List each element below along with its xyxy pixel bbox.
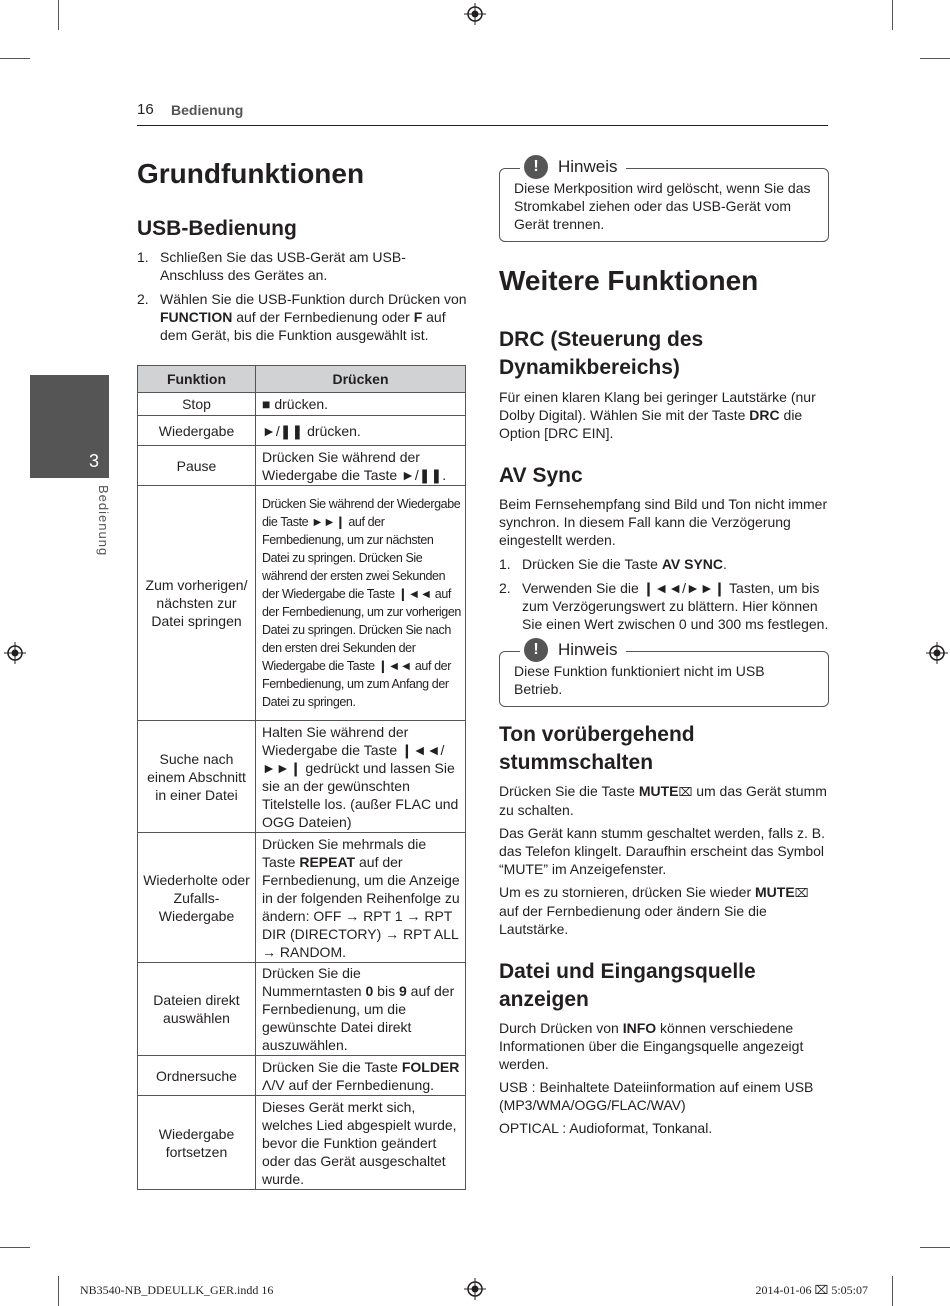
list-item: 1. Schließen Sie das USB-Gerät am USB-Anschluss des Gerätes an.: [137, 249, 406, 283]
crop-mark: [920, 1247, 950, 1248]
table-row: Zum vorherigen/ nächsten zur Datei springen Drücken Sie während der Wiedergabe die Taste ►►❙ auf der Fernbedienung, um zur nächsten Datei zu springen. Drücken Sie während der ersten zwei Sekunden der Wiedergabe die Taste ❙◄◄ auf der Fernbedienung, um zur vorherigen Datei zu springen. Drücken Sie nach den ersten drei Sekunden der Wiedergabe die Taste ❙◄◄ auf der Fernbedienung, um zum Anfang der Datei zu springen.: [138, 486, 466, 721]
usb-heading: USB-Bedienung: [137, 217, 297, 240]
info-heading: Datei und Eingangsquelle anzeigen: [499, 960, 756, 1011]
crop-mark: [0, 58, 30, 59]
table-row: Pause Drücken Sie während der Wiedergabe die Taste ►/❚❚.: [138, 446, 466, 486]
note-header: ! Hinweis: [520, 155, 626, 179]
list-item: 2. Wählen Sie die USB-Funktion durch Drücken von FUNCTION auf der Fernbedienung oder F auf dem Gerät, bis die Funktion ausgewählt ist.: [137, 291, 467, 343]
mute-text: Drücken Sie die Taste MUTE⌧ um das Gerät stumm zu schalten.: [499, 783, 827, 818]
exclamation-icon: !: [524, 155, 548, 179]
info-text: OPTICAL : Audioformat, Tonkanal.: [499, 1120, 713, 1136]
section-title: Bedienung: [171, 102, 244, 118]
mute-heading: Ton vorübergehend stummschalten: [499, 723, 695, 774]
list-item: 2. Verwenden Sie die ❙◄◄/►►❙ Tasten, um bis zum Verzögerungswert zu blättern. Hier können Sie einen Wert zwischen 0 und 300 ms festlegen.: [499, 580, 829, 632]
registration-mark-icon: [926, 642, 948, 664]
table-row: Wiederholte oder Zufalls-Wiedergabe Drücken Sie mehrmals die Taste REPEAT auf der Fernbedienung, um die Anzeige in der folgenden Reihenfolge zu ändern: OFF → RPT 1 → RPT DIR (DIRECTORY) → RPT ALL → RANDOM.: [138, 833, 466, 963]
table-header-row: [138, 366, 466, 393]
table-header: Drücken: [256, 366, 466, 393]
mute-icon: ⌧: [678, 785, 693, 799]
note-text: Diese Merkposition wird gelöscht, wenn Sie das Stromkabel ziehen oder das USB-Gerät vom Gerät trennen.: [514, 180, 811, 232]
chapter-number: 3: [88, 451, 99, 471]
exclamation-icon: !: [524, 638, 548, 662]
avsync-steps: [499, 555, 829, 633]
list-item: 1. Drücken Sie die Taste AV SYNC.: [499, 556, 727, 572]
info-text: USB : Beinhaltete Dateiinformation auf einem USB (MP3/WMA/OGG/FLAC/WAV): [499, 1079, 814, 1113]
chapter-tab: [30, 375, 109, 478]
table-row: Ordnersuche Drücken Sie die Taste FOLDER Λ/V auf der Fernbedienung.: [138, 1056, 466, 1096]
note-text: Diese Funktion funktioniert nicht im USB Betrieb.: [514, 663, 765, 697]
table-row: Wiedergabe ►/❚❚ drücken.: [138, 416, 466, 446]
table-row: Dateien direkt auswählen Drücken Sie die Nummerntasten 0 bis 9 auf der Fernbedienung, um die gewünschte Datei direkt auszuwählen.: [138, 963, 466, 1056]
page-title: Grundfunktionen: [137, 158, 365, 189]
table-row: Suche nach einem Abschnitt in einer Datei Halten Sie während der Wiedergabe die Taste ❙◄◄/ ►►❙ gedrückt und lassen Sie sie an der gewünschten Titelstelle los. (außer FLAC und OGG Dateien): [138, 721, 466, 833]
drc-heading: DRC (Steuerung des Dynamikbereichs): [499, 328, 704, 379]
registration-mark-icon: [464, 1278, 486, 1300]
footer-timestamp: 2014-01-06 ⌧ 5:05:07: [755, 1283, 868, 1297]
info-text: Durch Drücken von INFO können verschiedene Informationen über die Eingangsquelle angezeigt werden.: [499, 1020, 804, 1072]
footer-file-name: NB3540-NB_DDEULLK_GER.indd 16: [80, 1283, 274, 1297]
note-box: [499, 157, 829, 242]
table-row: Wiedergabe fortsetzen Dieses Gerät merkt sich, welches Lied abgespielt wurde, bevor die Funktion geändert oder das Gerät ausgeschaltet wurde.: [138, 1096, 466, 1190]
registration-mark-icon: [4, 642, 26, 664]
crop-mark: [892, 0, 893, 30]
right-column: [499, 150, 829, 1137]
usb-steps: [137, 248, 467, 344]
avsync-heading: AV Sync: [499, 464, 583, 487]
chapter-label: Bedienung: [96, 485, 111, 557]
note-header: ! Hinweis: [520, 638, 626, 662]
table-row: Stop ■ drücken.: [138, 393, 466, 416]
note-box: [499, 640, 829, 707]
mute-text: Das Gerät kann stumm geschaltet werden, falls z. B. das Telefon klingelt. Daraufhin erscheint das Symbol “MUTE” im Anzeigefenster.: [499, 825, 826, 877]
crop-mark: [892, 1276, 893, 1306]
mute-text: Um es zu stornieren, drücken Sie wieder MUTE⌧ auf der Fernbedienung oder ändern Sie die Lautstärke.: [499, 884, 809, 937]
page-header: [137, 100, 828, 126]
registration-mark-icon: [464, 3, 486, 25]
drc-text: Für einen klaren Klang bei geringer Lautstärke (nur Dolby Digital). Wählen Sie mit der Taste DRC die Option [DRC EIN].: [499, 389, 816, 441]
avsync-text: Beim Fernsehempfang sind Bild und Ton nicht immer synchron. In diesem Fall kann die Verzögerung eingestellt werden.: [499, 496, 828, 548]
crop-mark: [58, 0, 59, 30]
table-header: Funktion: [138, 366, 256, 393]
crop-mark: [58, 1276, 59, 1306]
left-column: [137, 155, 467, 350]
page-number: 16: [137, 101, 154, 118]
crop-mark: [0, 1247, 30, 1248]
crop-mark: [920, 58, 950, 59]
mute-icon: ⌧: [794, 886, 809, 900]
section-heading: Weitere Funktionen: [499, 265, 759, 296]
function-table: [137, 365, 466, 1190]
